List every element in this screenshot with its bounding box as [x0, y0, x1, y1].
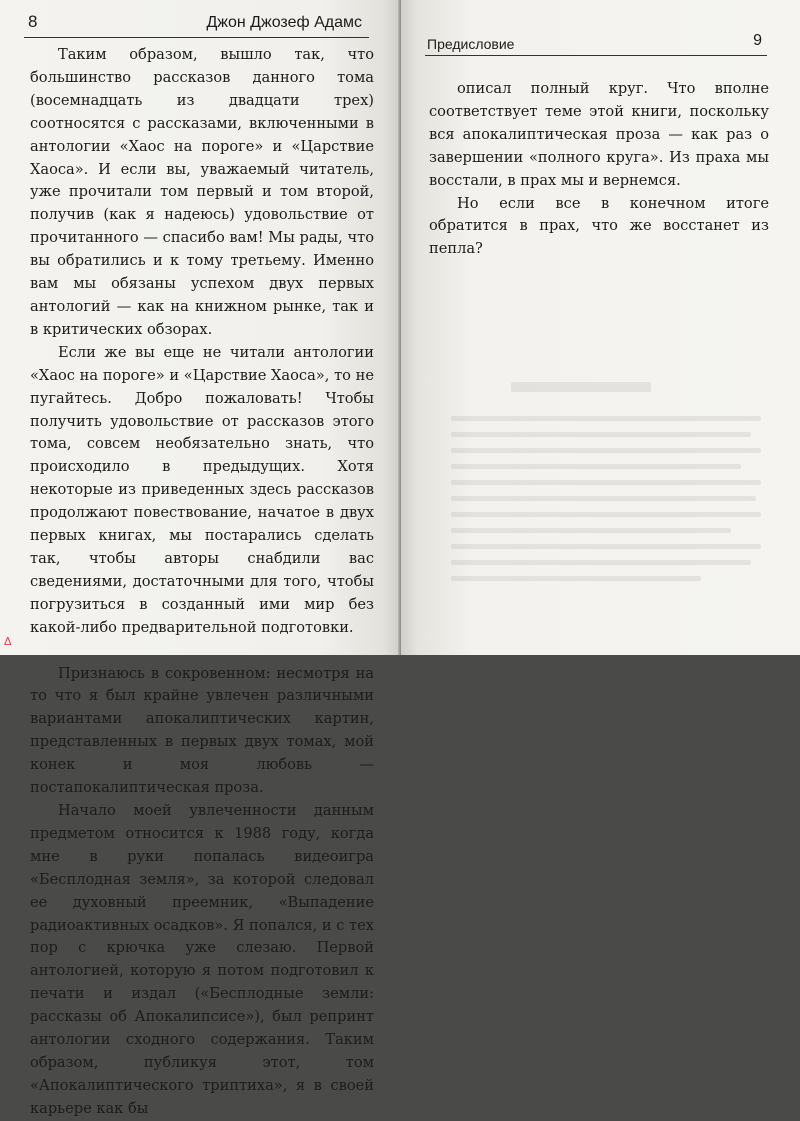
left-header-rule: [24, 37, 369, 38]
show-through-line: [451, 432, 751, 437]
paragraph: Но если все в конечном итоге обратится в прах, что же восстанет из пепла?: [429, 194, 769, 258]
left-running-head: [0, 12, 400, 38]
right-header-rule: [425, 55, 767, 56]
paragraph: Таким образом, вышло так, что большинство рассказов данного тома (восемнадцать из двадцати трех) соотносятся с рассказами, включенными в антологии «Хаос на пороге» и «Царствие Хаоса». И если вы, уважаемый читатель, уже прочитали том первый и том второй, получив (как я надеюсь) удовольствие от прочитанного — спасибо вам! Мы рады, что вы обратились и к тому третьему. Именно вам мы обязаны успехом двух первых антологий — как на книжном рынке, так и в критических обзорах.: [30, 46, 374, 338]
right-running-head: [401, 28, 800, 54]
left-page-text: [30, 44, 374, 1121]
show-through-line: [451, 416, 761, 421]
show-through-line: [451, 576, 701, 581]
right-page-text: [429, 78, 769, 261]
show-through-line: [451, 496, 756, 501]
paragraph: Начало моей увлеченности данным предметом относится к 1988 году, когда мне в руки попалась видеоигра «Бесплодная земля», за которой следовал ее духовный преемник, «Выпадение радиоактивных осадков». Я попался, и с тех пор с крючка уже слезаю. Первой антологией, которую я потом подготовил к печати и издал («Бесплодные земли: рассказы об Апокалипсисе»), был репринт антологии сходного содержания. Таким образом, публикуя этот, том «Апокалиптического триптиха», я в своей карьере как бы: [30, 802, 374, 1117]
corner-mark: Δ: [4, 635, 12, 648]
left-page: [0, 0, 400, 1117]
right-page: [401, 0, 800, 655]
show-through-line: [451, 528, 731, 533]
right-page-number: 9: [753, 32, 762, 49]
paragraph: описал полный круг. Что вполне соответствует теме этой книги, поскольку вся апокалиптическая проза — как раз о завершении «полного круга». Из праха мы восстали, в прах мы и вернемся.: [429, 80, 769, 189]
show-through-line: [451, 448, 761, 453]
author-running-title: Джон Джозеф Адамс: [206, 14, 362, 31]
section-running-title: Предисловие: [427, 36, 515, 52]
show-through-line: [451, 512, 761, 517]
show-through-line: [451, 560, 751, 565]
paragraph: Если же вы еще не читали антологии «Хаос на пороге» и «Царствие Хаоса», то не пугайтесь. Добро пожаловать! Чтобы получить удовольствие от рассказов этого тома, совсем необязательно знать, что происходило в предыдущих. Хотя некоторые из приведенных здесь рассказов продолжают повествование, начатое в двух первых книгах, мы постарались сделать так, чтобы авторы снабдили вас сведениями, достаточными для того, чтобы погрузиться в созданный ими мир без какой-либо предварительной подготовки.: [30, 343, 374, 636]
show-through-line: [451, 464, 741, 469]
show-through-line: [451, 544, 761, 549]
show-through-heading: [511, 382, 651, 392]
left-page-number: 8: [28, 12, 38, 31]
paragraph: Признаюсь в сокровенном: несмотря на то что я был крайне увлечен различными вариантами апокалиптических картин, представленных в первых двух томах, мой конек и моя любовь — постапокалиптическая проза.: [30, 664, 374, 797]
show-through-line: [451, 480, 761, 485]
